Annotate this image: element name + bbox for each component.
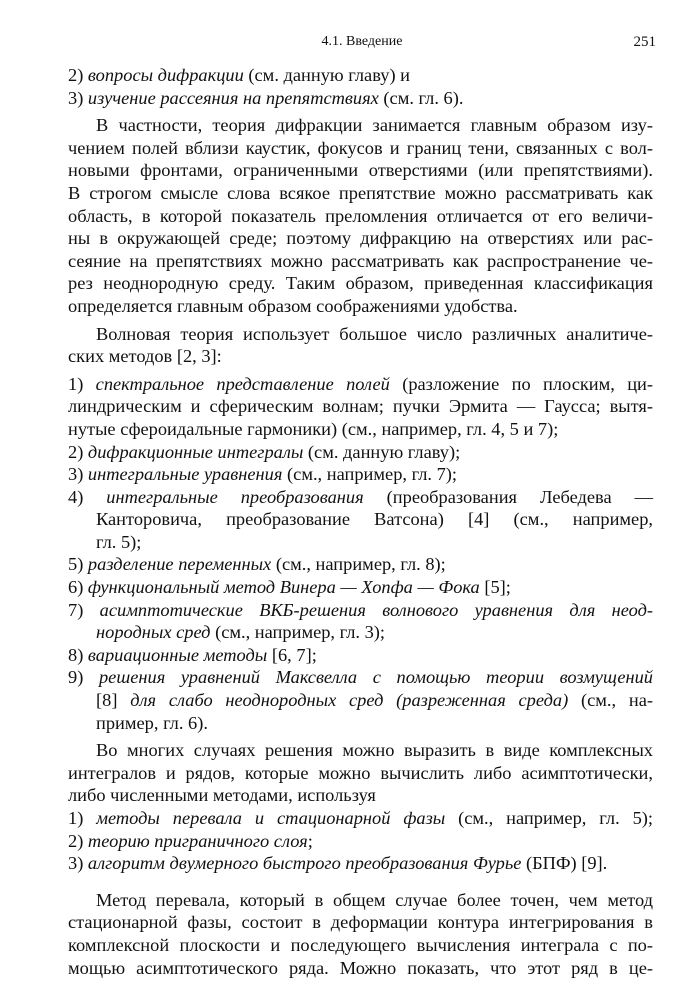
paragraph: Волновая теория использует большое число различных аналитиче- ских методов [2, 3]: xyxy=(68,323,653,367)
numeric-methods-list xyxy=(68,807,653,875)
paragraph: В частности, теория дифракции занимается главным образом изу- чением полей вблизи каустик, фокусов и границ тени, связанных с вол- новыми фронтами, ограниченными отверстиями (или препятствиями). В строгом смысле слова всякое препятствие можно рассматривать как область, в которой показатель преломления отличается от его величи- ны в окружающей среде; поэтому дифракцию на отверстиях или рас- сеяние на препятствиях можно рассматривать как распространение че- рез неоднородную среду. Таким образом, приведенная классификация определяется главным образом соображениями удобства. xyxy=(68,115,653,316)
list-item: 3) интегральные уравнения (см., например, гл. 7); xyxy=(68,464,457,485)
list-item: 9) решения уравнений Максвелла с помощью теории возмущений xyxy=(68,667,653,688)
list-item: 7) асимптотические ВКБ-решения волнового уравнения для неод- xyxy=(68,599,654,620)
page-number: 251 xyxy=(633,34,656,50)
list-item: 2) теорию приграничного слоя; xyxy=(68,830,313,851)
list-item: 2) вопросы дифракции (см. данную главу) и xyxy=(68,65,411,85)
list-item: 2) дифракционные интегралы (см. данную главу); xyxy=(68,441,461,462)
list-item: 8) вариационные методы [6, 7]; xyxy=(68,644,317,665)
paragraph: Во многих случаях решения можно выразить в виде комплексных интегралов и рядов, которые можно вычислить либо асимптотически, либо численными методами, используя xyxy=(68,740,653,806)
list-item: 1) спектральное представление полей (разложение по плоским, ци- xyxy=(68,373,654,394)
list-item: 5) разделение переменных (см., например, гл. 8); xyxy=(68,554,446,575)
running-head: 4.1. Введение xyxy=(321,34,403,49)
paragraph: Метод перевала, который в общем случае более точен, чем метод стационарной фазы, состоит в деформации контура интегрирования в комплексной плоскости и последующего вычисления интеграла с по- мощью асимптотического ряда. Можно показать, что этот ряд в це- xyxy=(68,889,653,978)
methods-list: 1) спектральное представление полей (разложение по плоским, ци- линдрическим и сферическим волнам; пучки Эрмита — Гаусса; вытя- нутые сфероидальные гармоники) (см., например, гл. 4, 5 и 7); 2) дифракционные интегралы (см. данную главу); 3) интегральные уравнения (см., например, гл. 7); 4) интегральные преобразования (преобразования Лебедева — Канторовича, преобразование Ватсона) [4] (см., например, гл. 5); 5) разделение переменных (см., например, гл. 8); 6) функциональный метод Винера — Хопфа — Фока [5]; 7) асимптотические ВКБ-решения волнового уравнения для неод- нородных сред (см., например, гл. 3); 8) вариационные методы [6, 7]; 9) решения уравнений Максвелла с помощью теории возмущений [8] для слабо неоднородных сред (разреженная среда) (см., на- пример, гл. 6). xyxy=(68,373,654,733)
page-body xyxy=(68,64,653,979)
list-item: 6) функциональный метод Винера — Хопфа — Фока [5]; xyxy=(68,577,511,598)
list-item: 3) изучение рассеяния на препятствиях (см. гл. 6). xyxy=(68,87,464,108)
list-item: 4) интегральные преобразования (преобразования Лебедева — xyxy=(68,486,653,507)
list-item: 1) методы перевала и стационарной фазы (см., например, гл. 5); xyxy=(68,808,653,828)
page-header xyxy=(68,34,656,54)
list-item: 3) алгоритм двумерного быстрого преобразования Фурье (БПФ) [9]. xyxy=(68,853,608,874)
